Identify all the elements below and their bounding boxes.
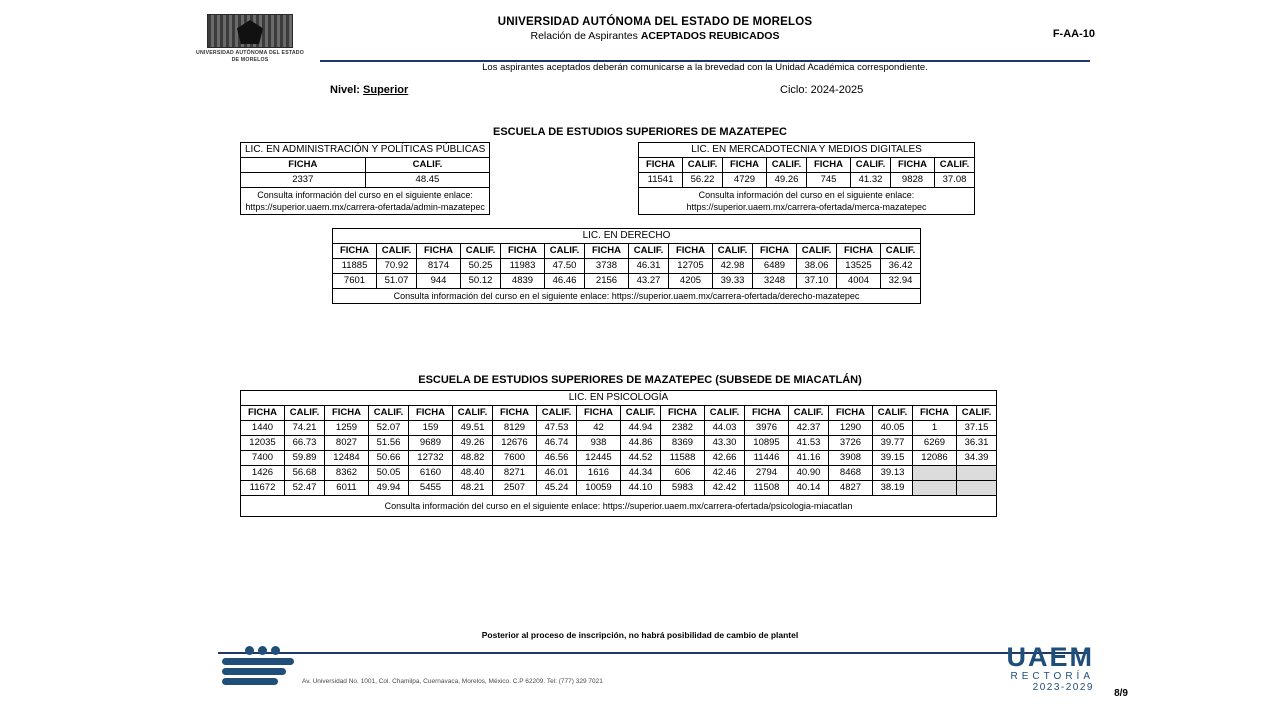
logo-dot-icon bbox=[258, 646, 267, 655]
cell-ficha: 12705 bbox=[669, 259, 713, 274]
cell-ficha: 42 bbox=[577, 421, 621, 436]
col-calif: CALIF. bbox=[957, 406, 997, 421]
cell-ficha: 8468 bbox=[829, 466, 873, 481]
cell-calif: 37.15 bbox=[957, 421, 997, 436]
cell-calif: 39.33 bbox=[713, 274, 753, 289]
cell-ficha: 6489 bbox=[753, 259, 797, 274]
col-ficha: FICHA bbox=[669, 244, 713, 259]
nivel-value: Superior bbox=[363, 84, 409, 96]
link-row bbox=[241, 188, 490, 215]
cell-calif: 51.56 bbox=[369, 436, 409, 451]
cell-ficha: 7601 bbox=[333, 274, 377, 289]
table-row bbox=[333, 259, 921, 274]
col-calif: CALIF. bbox=[881, 244, 921, 259]
cell-ficha: 2156 bbox=[585, 274, 629, 289]
cell-ficha: 12445 bbox=[577, 451, 621, 466]
cell-calif: 50.25 bbox=[461, 259, 501, 274]
link-cell[interactable] bbox=[639, 188, 975, 215]
table-row bbox=[241, 481, 997, 496]
cell-calif: 49.94 bbox=[369, 481, 409, 496]
col-calif: CALIF. bbox=[377, 244, 417, 259]
cell-ficha: 938 bbox=[577, 436, 621, 451]
program-table-admin bbox=[240, 142, 490, 215]
cell-ficha: 2337 bbox=[241, 173, 366, 188]
cell-calif: 49.26 bbox=[767, 173, 807, 188]
col-ficha: FICHA bbox=[723, 158, 767, 173]
cell-ficha: 11508 bbox=[745, 481, 789, 496]
cell-ficha: 8129 bbox=[493, 421, 537, 436]
cell-calif: 56.68 bbox=[285, 466, 325, 481]
logo-dots bbox=[222, 646, 302, 655]
link-label: Consulta información del curso en el siguiente enlace: bbox=[257, 190, 473, 200]
school-title-2: ESCUELA DE ESTUDIOS SUPERIORES DE MAZATEPEC (SUBSEDE DE MIACATLÁN) bbox=[418, 374, 862, 386]
cell-ficha: 11446 bbox=[745, 451, 789, 466]
footer-brand-sub: RECTORÍA bbox=[1010, 671, 1094, 682]
col-calif: CALIF. bbox=[629, 244, 669, 259]
program-name: LIC. EN MERCADOTECNIA Y MEDIOS DIGITALES bbox=[639, 143, 975, 158]
col-ficha: FICHA bbox=[913, 406, 957, 421]
table-row bbox=[241, 173, 490, 188]
col-calif: CALIF. bbox=[365, 158, 490, 173]
cell-calif: 32.94 bbox=[881, 274, 921, 289]
program-name: LIC. EN PSICOLOGÍA bbox=[241, 391, 997, 406]
col-ficha: FICHA bbox=[829, 406, 873, 421]
logo-dot-icon bbox=[245, 646, 254, 655]
logo-wave-icon bbox=[222, 658, 294, 665]
col-ficha: FICHA bbox=[493, 406, 537, 421]
uaem-seal bbox=[195, 14, 305, 64]
cell-ficha: 6269 bbox=[913, 436, 957, 451]
cell-ficha: 12035 bbox=[241, 436, 285, 451]
col-ficha: FICHA bbox=[753, 244, 797, 259]
cell-ficha: 9828 bbox=[891, 173, 935, 188]
cell-calif: 46.74 bbox=[537, 436, 577, 451]
table-header-row bbox=[241, 158, 490, 173]
cell-ficha: 1290 bbox=[829, 421, 873, 436]
link-label: Consulta información del curso en el siguiente enlace: bbox=[698, 190, 915, 200]
cell-ficha: 3908 bbox=[829, 451, 873, 466]
cell-calif: 41.16 bbox=[789, 451, 829, 466]
uaem-wave-logo bbox=[222, 646, 302, 682]
cell-calif: 47.53 bbox=[537, 421, 577, 436]
cell-ficha: 7600 bbox=[493, 451, 537, 466]
cell-ficha: 6160 bbox=[409, 466, 453, 481]
cell-ficha: 3248 bbox=[753, 274, 797, 289]
cell-calif: 42.37 bbox=[789, 421, 829, 436]
form-code: F-AA-10 bbox=[1052, 28, 1095, 40]
col-calif: CALIF. bbox=[621, 406, 661, 421]
cell-calif: 44.34 bbox=[621, 466, 661, 481]
cell-calif: 48.45 bbox=[365, 173, 490, 188]
cell-ficha: 3738 bbox=[585, 259, 629, 274]
col-ficha: FICHA bbox=[325, 406, 369, 421]
cell-calif: 41.32 bbox=[851, 173, 891, 188]
cell-calif: 70.92 bbox=[377, 259, 417, 274]
col-ficha: FICHA bbox=[661, 406, 705, 421]
cell-ficha: 1616 bbox=[577, 466, 621, 481]
col-ficha: FICHA bbox=[577, 406, 621, 421]
col-calif: CALIF. bbox=[369, 406, 409, 421]
col-ficha: FICHA bbox=[417, 244, 461, 259]
footer-brand bbox=[1007, 644, 1095, 693]
cell-ficha: 4729 bbox=[723, 173, 767, 188]
logo-dot-icon bbox=[271, 646, 280, 655]
cell-calif: 37.10 bbox=[797, 274, 837, 289]
col-calif: CALIF. bbox=[545, 244, 585, 259]
table-row bbox=[241, 436, 997, 451]
cell-calif: 66.73 bbox=[285, 436, 325, 451]
cell-ficha: 5455 bbox=[409, 481, 453, 496]
cell-calif: 42.42 bbox=[705, 481, 745, 496]
cell-calif: 46.31 bbox=[629, 259, 669, 274]
link-row bbox=[333, 289, 921, 304]
cell-ficha: 3726 bbox=[829, 436, 873, 451]
program-block-derecho bbox=[332, 228, 921, 304]
cell-calif: 50.12 bbox=[461, 274, 501, 289]
cell-calif: 36.42 bbox=[881, 259, 921, 274]
cell-ficha: 12086 bbox=[913, 451, 957, 466]
cell-ficha: 11885 bbox=[333, 259, 377, 274]
cell-calif: 52.07 bbox=[369, 421, 409, 436]
cell-ficha: 944 bbox=[417, 274, 461, 289]
cell-calif: 49.26 bbox=[453, 436, 493, 451]
cell-ficha: 745 bbox=[807, 173, 851, 188]
cell-ficha: 2382 bbox=[661, 421, 705, 436]
cell-ficha: 4205 bbox=[669, 274, 713, 289]
cell-calif: 48.21 bbox=[453, 481, 493, 496]
col-calif: CALIF. bbox=[453, 406, 493, 421]
cell-ficha: 1259 bbox=[325, 421, 369, 436]
cell-calif: 50.05 bbox=[369, 466, 409, 481]
program-name-row bbox=[639, 143, 975, 158]
cell-ficha: 7400 bbox=[241, 451, 285, 466]
cell-calif: 43.27 bbox=[629, 274, 669, 289]
nivel-label: Nivel: bbox=[330, 84, 360, 96]
cell-calif: 44.94 bbox=[621, 421, 661, 436]
program-name-row bbox=[241, 143, 490, 158]
cell-ficha: 10059 bbox=[577, 481, 621, 496]
table-row bbox=[241, 451, 997, 466]
cell-calif: 43.30 bbox=[705, 436, 745, 451]
cell-ficha: 6011 bbox=[325, 481, 369, 496]
institution-title: UNIVERSIDAD AUTÓNOMA DEL ESTADO DE MORELOS bbox=[497, 16, 813, 28]
cell-calif: 74.21 bbox=[285, 421, 325, 436]
cell-ficha: 11983 bbox=[501, 259, 545, 274]
col-calif: CALIF. bbox=[285, 406, 325, 421]
cell-calif: 39.77 bbox=[873, 436, 913, 451]
program-block-psicologia bbox=[240, 390, 997, 517]
link-cell[interactable]: Consulta información del curso en el siguiente enlace: https://superior.uaem.mx/carrera-ofertada/psicologia-miacatlan bbox=[241, 496, 997, 517]
page-number: 8/9 bbox=[1114, 688, 1128, 699]
ciclo-field bbox=[780, 84, 863, 96]
ciclo-value: 2024-2025 bbox=[810, 84, 864, 96]
col-calif: CALIF. bbox=[705, 406, 745, 421]
program-name: LIC. EN ADMINISTRACIÓN Y POLÍTICAS PÚBLICAS bbox=[241, 143, 490, 158]
cell-empty bbox=[913, 466, 957, 481]
cell-calif: 41.53 bbox=[789, 436, 829, 451]
program-table-derecho bbox=[332, 228, 921, 304]
footer-brand-years: 2023-2029 bbox=[1032, 682, 1094, 693]
cell-ficha: 8174 bbox=[417, 259, 461, 274]
table-row bbox=[241, 466, 997, 481]
cell-calif: 42.46 bbox=[705, 466, 745, 481]
cell-calif: 34.39 bbox=[957, 451, 997, 466]
cell-calif: 37.08 bbox=[935, 173, 975, 188]
cell-ficha: 1440 bbox=[241, 421, 285, 436]
cell-calif: 44.52 bbox=[621, 451, 661, 466]
school-title-1: ESCUELA DE ESTUDIOS SUPERIORES DE MAZATEPEC bbox=[493, 126, 787, 138]
cell-ficha: 13525 bbox=[837, 259, 881, 274]
cell-calif: 38.06 bbox=[797, 259, 837, 274]
col-calif: CALIF. bbox=[767, 158, 807, 173]
cell-empty bbox=[913, 481, 957, 496]
cell-calif: 39.13 bbox=[873, 466, 913, 481]
col-calif: CALIF. bbox=[537, 406, 577, 421]
logo-wave-icon bbox=[222, 678, 278, 685]
program-block-merca bbox=[638, 142, 975, 215]
cell-calif: 48.82 bbox=[453, 451, 493, 466]
cell-ficha: 4004 bbox=[837, 274, 881, 289]
footer-divider bbox=[218, 652, 1090, 654]
col-ficha: FICHA bbox=[837, 244, 881, 259]
col-ficha: FICHA bbox=[639, 158, 683, 173]
program-table-merca bbox=[638, 142, 975, 215]
logo-wave-icon bbox=[222, 668, 286, 675]
cell-empty bbox=[957, 481, 997, 496]
cell-calif: 48.40 bbox=[453, 466, 493, 481]
cell-ficha: 12732 bbox=[409, 451, 453, 466]
seal-caption: UNIVERSIDAD AUTÓNOMA DEL ESTADO DE MORELOS bbox=[196, 50, 304, 63]
link-cell[interactable]: Consulta información del curso en el siguiente enlace: https://superior.uaem.mx/carrera-ofertada/derecho-mazatepec bbox=[333, 289, 921, 304]
program-table-psicologia bbox=[240, 390, 997, 517]
header-titles bbox=[315, 16, 995, 42]
link-url[interactable]: https://superior.uaem.mx/carrera-ofertada/admin-mazatepec bbox=[245, 202, 485, 212]
col-ficha: FICHA bbox=[409, 406, 453, 421]
cell-calif: 40.90 bbox=[789, 466, 829, 481]
seal-icon bbox=[207, 14, 293, 48]
col-calif: CALIF. bbox=[797, 244, 837, 259]
cell-ficha: 606 bbox=[661, 466, 705, 481]
document-subtitle bbox=[315, 30, 995, 42]
cell-calif: 52.47 bbox=[285, 481, 325, 496]
link-cell[interactable] bbox=[241, 188, 490, 215]
col-ficha: FICHA bbox=[745, 406, 789, 421]
program-name-row bbox=[241, 391, 997, 406]
table-header-row bbox=[639, 158, 975, 173]
cell-ficha: 12676 bbox=[493, 436, 537, 451]
cell-ficha: 10895 bbox=[745, 436, 789, 451]
cell-ficha: 9689 bbox=[409, 436, 453, 451]
col-calif: CALIF. bbox=[713, 244, 753, 259]
cell-calif: 56.22 bbox=[683, 173, 723, 188]
cell-ficha: 8362 bbox=[325, 466, 369, 481]
cell-ficha: 4827 bbox=[829, 481, 873, 496]
col-ficha: FICHA bbox=[807, 158, 851, 173]
col-calif: CALIF. bbox=[683, 158, 723, 173]
cell-ficha: 4839 bbox=[501, 274, 545, 289]
cell-ficha: 1426 bbox=[241, 466, 285, 481]
cell-ficha: 2794 bbox=[745, 466, 789, 481]
ciclo-label: Ciclo: bbox=[780, 84, 808, 96]
cell-calif: 36.31 bbox=[957, 436, 997, 451]
cell-calif: 40.05 bbox=[873, 421, 913, 436]
col-ficha: FICHA bbox=[241, 406, 285, 421]
cell-ficha: 12484 bbox=[325, 451, 369, 466]
footer-brand-name: UAEM bbox=[1006, 642, 1094, 672]
cell-calif: 46.56 bbox=[537, 451, 577, 466]
cell-calif: 47.50 bbox=[545, 259, 585, 274]
cell-ficha: 11672 bbox=[241, 481, 285, 496]
col-calif: CALIF. bbox=[935, 158, 975, 173]
document-header bbox=[195, 14, 1095, 66]
table-row bbox=[639, 173, 975, 188]
col-calif: CALIF. bbox=[461, 244, 501, 259]
program-name: LIC. EN DERECHO bbox=[333, 229, 921, 244]
cell-empty bbox=[957, 466, 997, 481]
cell-calif: 51.07 bbox=[377, 274, 417, 289]
cell-ficha: 8369 bbox=[661, 436, 705, 451]
program-block-admin bbox=[240, 142, 490, 215]
cell-calif: 50.66 bbox=[369, 451, 409, 466]
cell-ficha: 2507 bbox=[493, 481, 537, 496]
col-calif: CALIF. bbox=[873, 406, 913, 421]
cell-ficha: 3976 bbox=[745, 421, 789, 436]
cell-calif: 42.98 bbox=[713, 259, 753, 274]
cell-calif: 49.51 bbox=[453, 421, 493, 436]
cell-calif: 45.24 bbox=[537, 481, 577, 496]
cell-ficha: 5983 bbox=[661, 481, 705, 496]
col-calif: CALIF. bbox=[851, 158, 891, 173]
cell-ficha: 8271 bbox=[493, 466, 537, 481]
link-row bbox=[241, 496, 997, 517]
link-row bbox=[639, 188, 975, 215]
subtitle-strong: ACEPTADOS REUBICADOS bbox=[640, 30, 780, 42]
cell-calif: 46.01 bbox=[537, 466, 577, 481]
col-calif: CALIF. bbox=[789, 406, 829, 421]
subtitle-prefix: Relación de Aspirantes bbox=[530, 30, 641, 42]
cell-ficha: 8027 bbox=[325, 436, 369, 451]
col-ficha: FICHA bbox=[333, 244, 377, 259]
col-ficha: FICHA bbox=[241, 158, 366, 173]
cell-calif: 39.15 bbox=[873, 451, 913, 466]
header-notice: Los aspirantes aceptados deberán comunicarse a la brevedad con la Unidad Académica correspondiente. bbox=[482, 62, 928, 73]
cell-ficha: 1 bbox=[913, 421, 957, 436]
cell-ficha: 11588 bbox=[661, 451, 705, 466]
table-row bbox=[333, 274, 921, 289]
table-header-row bbox=[241, 406, 997, 421]
footer-address: Av. Universidad No. 1001, Col. Chamilpa, Cuernavaca, Morelos, México. C.P 62209. Tel: (777) 329 7021 bbox=[302, 678, 603, 685]
cell-ficha: 159 bbox=[409, 421, 453, 436]
cell-calif: 59.89 bbox=[285, 451, 325, 466]
cell-calif: 44.03 bbox=[705, 421, 745, 436]
table-header-row bbox=[333, 244, 921, 259]
cell-calif: 44.86 bbox=[621, 436, 661, 451]
cell-calif: 44.10 bbox=[621, 481, 661, 496]
link-url[interactable]: https://superior.uaem.mx/carrera-ofertada/merca-mazatepec bbox=[686, 202, 927, 212]
cell-calif: 40.14 bbox=[789, 481, 829, 496]
table-row bbox=[241, 421, 997, 436]
col-ficha: FICHA bbox=[501, 244, 545, 259]
cell-ficha: 11541 bbox=[639, 173, 683, 188]
cell-calif: 38.19 bbox=[873, 481, 913, 496]
footer-note: Posterior al proceso de inscripción, no habrá posibilidad de cambio de plantel bbox=[481, 630, 799, 640]
col-ficha: FICHA bbox=[891, 158, 935, 173]
cell-calif: 46.46 bbox=[545, 274, 585, 289]
cell-calif: 42.66 bbox=[705, 451, 745, 466]
program-name-row bbox=[333, 229, 921, 244]
col-ficha: FICHA bbox=[585, 244, 629, 259]
